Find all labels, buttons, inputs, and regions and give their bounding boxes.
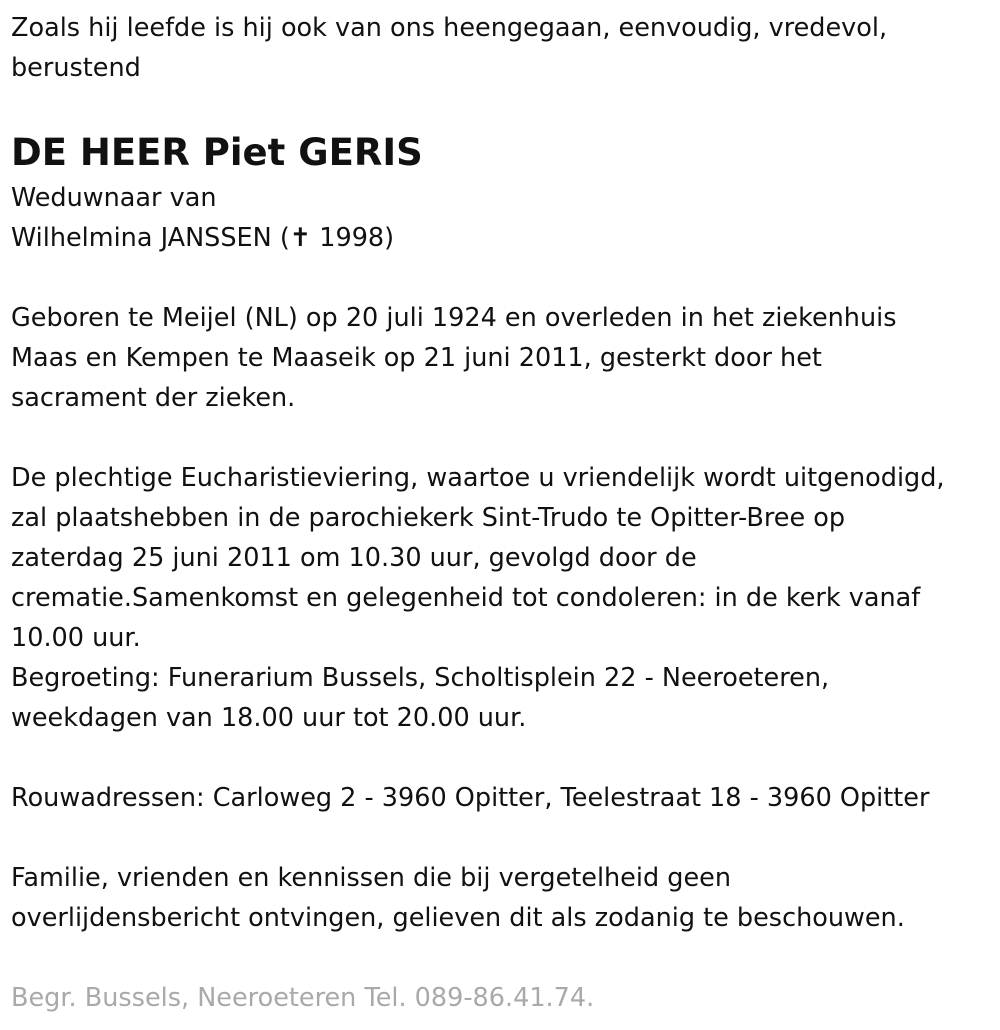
spacer [11,818,989,858]
spacer [11,938,989,978]
spouse-info [11,178,989,258]
visitation-line: Begroeting: Funerarium Bussels, Scholtisplein 22 - Neeroeteren, [11,663,830,693]
ceremony-line: crematie.Samenkomst en gelegenheid tot condoleren: in de kerk vanaf [11,583,921,613]
family-note-line: Familie, vrienden en kennissen die bij vergetelheid geen [11,863,731,893]
family-note [11,858,989,938]
funeral-home-footer: Begr. Bussels, Neeroeteren Tel. 089-86.41.74. [11,983,595,1013]
intro-line: berustend [11,53,141,83]
birth-death-line: sacrament der zieken. [11,383,296,413]
deceased-name: DE HEER Piet GERIS [11,131,423,174]
visitation-line: weekdagen van 18.00 uur tot 20.00 uur. [11,703,527,733]
mourning-addresses: Rouwadressen: Carloweg 2 - 3960 Opitter, Teelestraat 18 - 3960 Opitter [11,783,930,813]
spacer [11,418,989,458]
intro-line: Zoals hij leefde is hij ook van ons heengegaan, eenvoudig, vredevol, [11,13,888,43]
spouse-line: Wilhelmina JANSSEN (✝ 1998) [11,223,395,253]
birth-death-line: Geboren te Meijel (NL) op 20 juli 1924 en overleden in het ziekenhuis [11,303,897,333]
intro-quote [11,8,989,88]
birth-death-paragraph [11,298,989,418]
spouse-line: Weduwnaar van [11,183,217,213]
ceremony-line: zaterdag 25 juni 2011 om 10.30 uur, gevolgd door de [11,543,697,573]
family-note-line: overlijdensbericht ontvingen, gelieven dit als zodanig te beschouwen. [11,903,905,933]
ceremony-paragraph [11,458,989,738]
ceremony-line: zal plaatshebben in de parochiekerk Sint-Trudo te Opitter-Bree op [11,503,846,533]
ceremony-line: 10.00 uur. [11,623,141,653]
birth-death-line: Maas en Kempen te Maaseik op 21 juni 2011, gesterkt door het [11,343,822,373]
spacer [11,738,989,778]
spacer [11,258,989,298]
ceremony-line: De plechtige Eucharistieviering, waartoe u vriendelijk wordt uitgenodigd, [11,463,945,493]
